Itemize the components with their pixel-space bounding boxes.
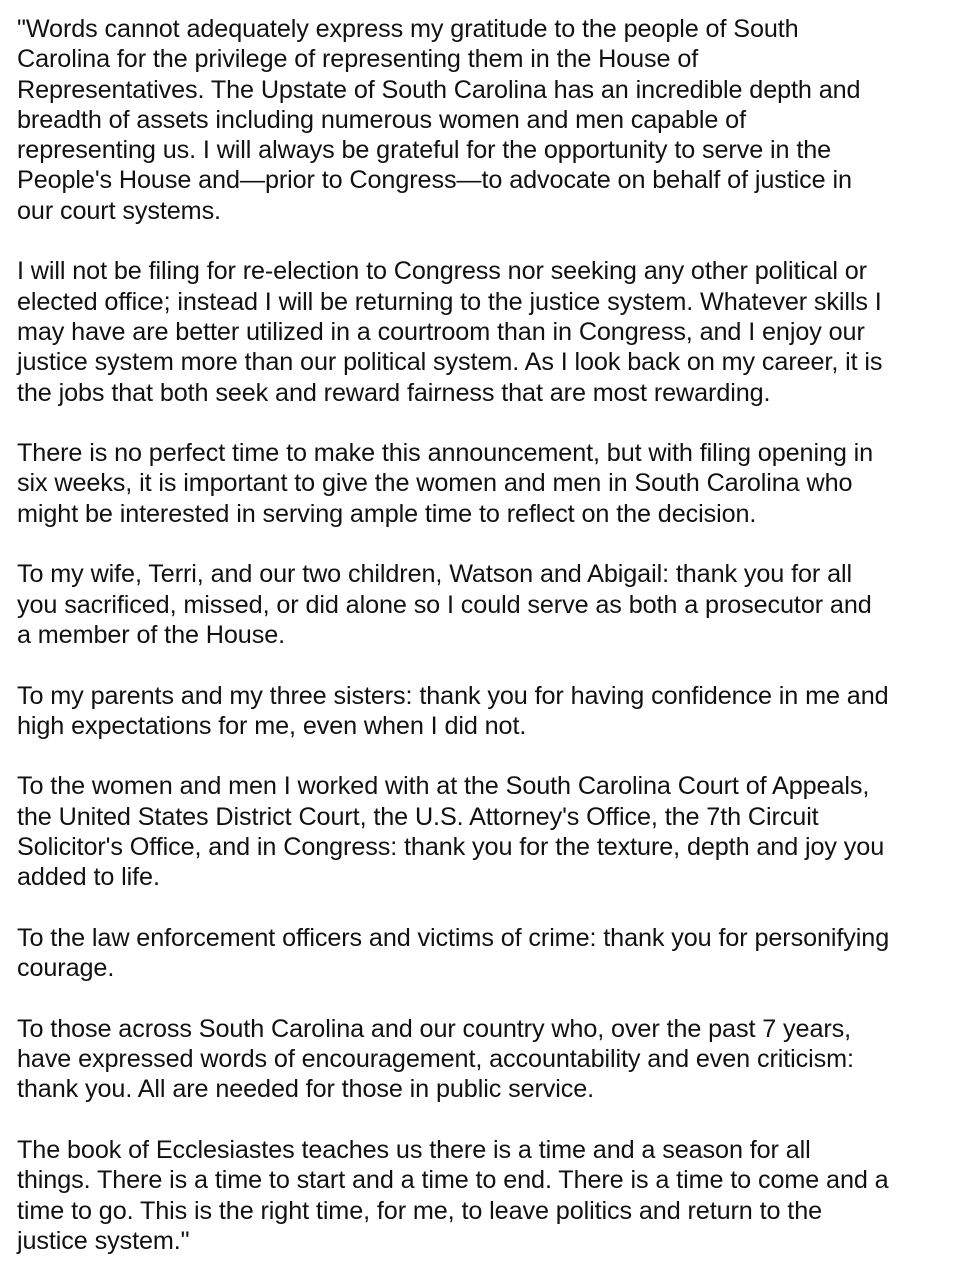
text-line: six weeks, it is important to give the women and men in South Carolina who — [17, 469, 853, 498]
text-line: To the women and men I worked with at the South Carolina Court of Appeals, — [17, 772, 870, 801]
text-line: justice system more than our political system. As I look back on my career, it is — [17, 348, 883, 377]
paragraph-parents — [17, 681, 962, 742]
text-line: People's House and—prior to Congress—to advocate on behalf of justice in — [17, 166, 852, 195]
text-line: might be interested in serving ample time to reflect on the decision. — [17, 499, 757, 528]
text-line: added to life. — [17, 863, 160, 892]
text-line: time to go. This is the right time, for me, to leave politics and return to the — [17, 1196, 823, 1225]
text-line: "Words cannot adequately express my gratitude to the people of South — [17, 15, 799, 43]
text-line: There is no perfect time to make this announcement, but with filing opening in — [17, 439, 874, 468]
text-line: justice system." — [17, 1226, 190, 1255]
text-line: the jobs that both seek and reward fairness that are most rewarding. — [17, 378, 771, 407]
text-line: things. There is a time to start and a time to end. There is a time to come and a — [17, 1166, 889, 1195]
text-line: high expectations for me, even when I did not. — [17, 711, 527, 740]
text-line: a member of the House. — [17, 620, 286, 649]
text-line: elected office; instead I will be returning to the justice system. Whatever skills I — [17, 287, 882, 316]
paragraph-timing — [17, 438, 962, 529]
paragraph-law-enforcement — [17, 923, 962, 984]
text-line: you sacrificed, missed, or did alone so I could serve as both a prosecutor and — [17, 590, 872, 619]
text-line: I will not be filing for re-election to Congress nor seeking any other political or — [17, 257, 867, 286]
paragraph-not-filing — [17, 256, 962, 407]
text-line: To my parents and my three sisters: thank you for having confidence in me and — [17, 681, 889, 710]
text-line: Representatives. The Upstate of South Carolina has an incredible depth and — [17, 75, 861, 104]
paragraph-family — [17, 559, 962, 650]
paragraph-gratitude — [17, 14, 962, 226]
paragraph-colleagues — [17, 771, 962, 892]
text-line: have expressed words of encouragement, accountability and even criticism: — [17, 1045, 854, 1074]
text-line: representing us. I will always be grateful for the opportunity to serve in the — [17, 136, 832, 165]
text-line: may have are better utilized in a courtroom than in Congress, and I enjoy our — [17, 317, 865, 346]
text-line: thank you. All are needed for those in public service. — [17, 1075, 595, 1104]
text-line: our court systems. — [17, 196, 221, 225]
text-line: To those across South Carolina and our country who, over the past 7 years, — [17, 1014, 852, 1043]
text-line: Solicitor's Office, and in Congress: thank you for the texture, depth and joy you — [17, 833, 885, 862]
text-line: Carolina for the privilege of representing them in the House of — [17, 45, 699, 74]
text-line: To my wife, Terri, and our two children, Watson and Abigail: thank you for all — [17, 560, 852, 589]
text-line: The book of Ecclesiastes teaches us there is a time and a season for all — [17, 1135, 811, 1164]
paragraph-ecclesiastes — [17, 1135, 962, 1256]
text-line: courage. — [17, 954, 115, 983]
text-line: the United States District Court, the U.S. Attorney's Office, the 7th Circuit — [17, 802, 819, 831]
text-line: To the law enforcement officers and victims of crime: thank you for personifying — [17, 923, 890, 952]
paragraph-supporters — [17, 1014, 962, 1105]
text-line: breadth of assets including numerous women and men capable of — [17, 105, 746, 134]
